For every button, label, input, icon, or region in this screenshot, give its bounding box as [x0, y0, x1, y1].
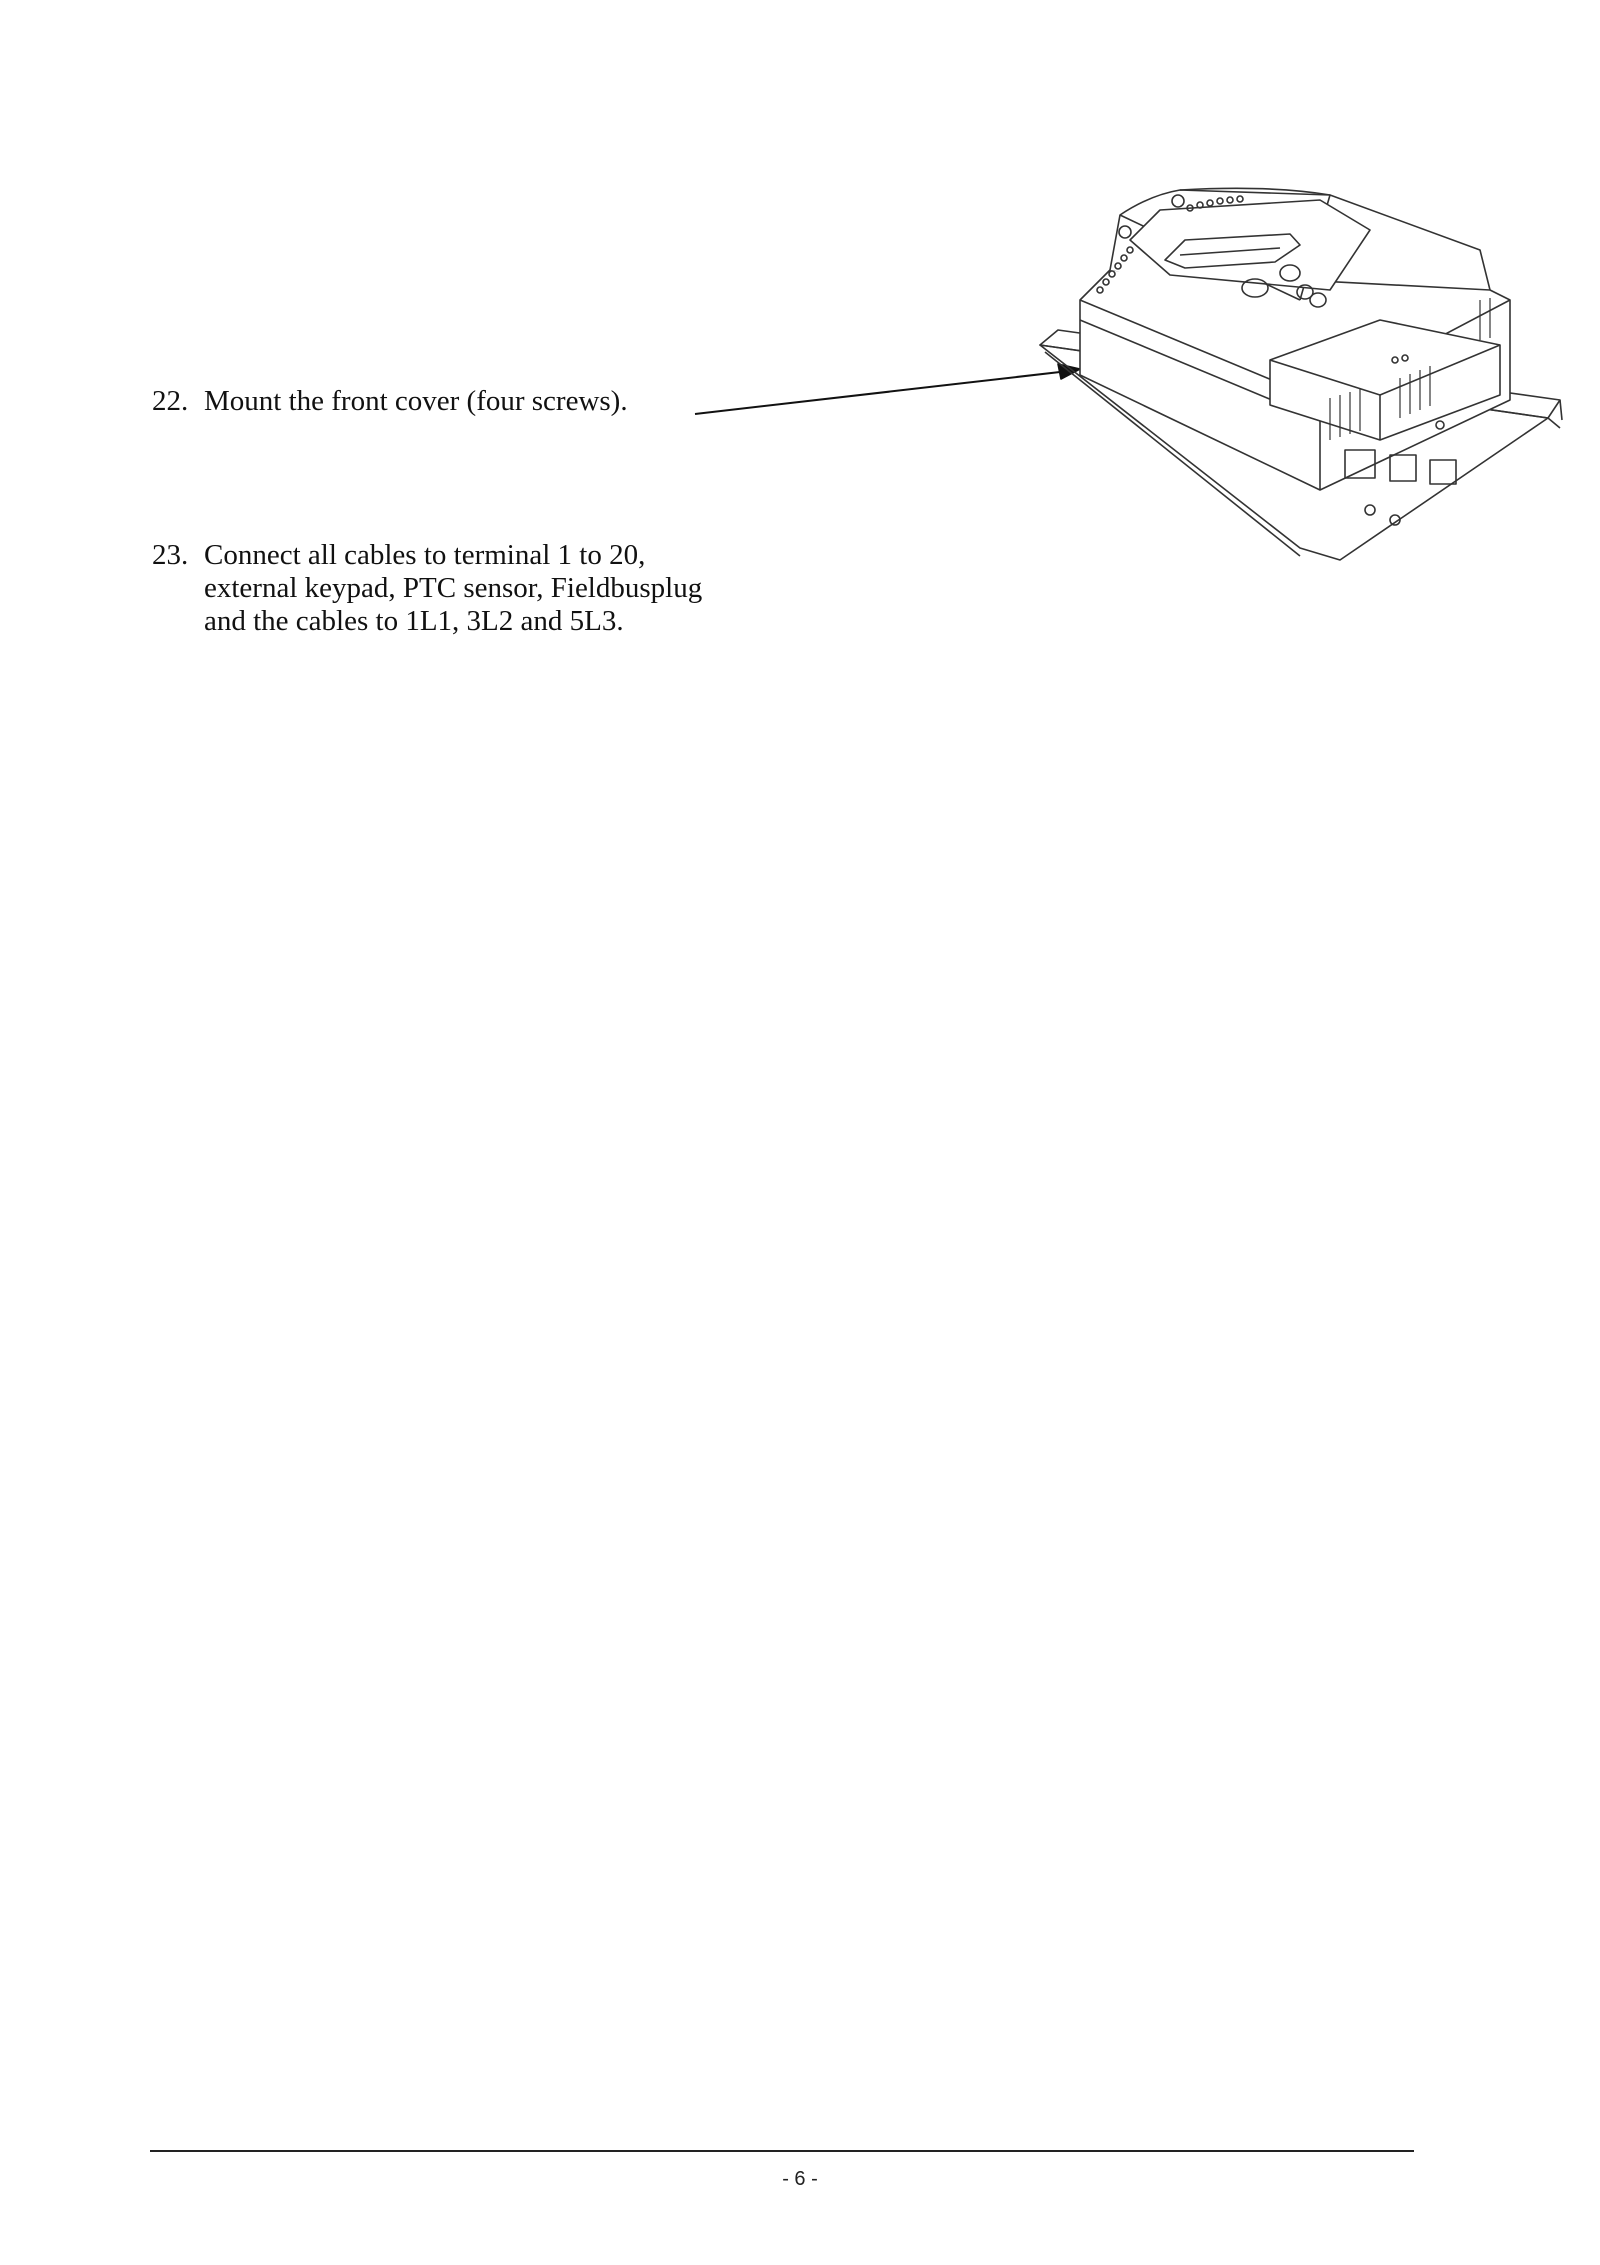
page-number: - 6 -	[782, 2168, 818, 2190]
step-text-line-1: Connect all cables to terminal 1 to 20,	[204, 539, 646, 571]
step-text-line-1: Mount the front cover (four screws).	[204, 385, 628, 417]
step-text-line-3: and the cables to 1L1, 3L2 and 5L3.	[204, 605, 624, 637]
soft-starter-device-illustration	[0, 0, 1600, 600]
step-text-line-2: external keypad, PTC sensor, Fieldbusplug	[204, 572, 703, 604]
housing	[1080, 188, 1510, 525]
step-number: 23.	[152, 539, 189, 571]
footer-rule	[150, 2150, 1414, 2152]
leader-arrow	[695, 364, 1080, 414]
step-number: 22.	[152, 385, 189, 417]
